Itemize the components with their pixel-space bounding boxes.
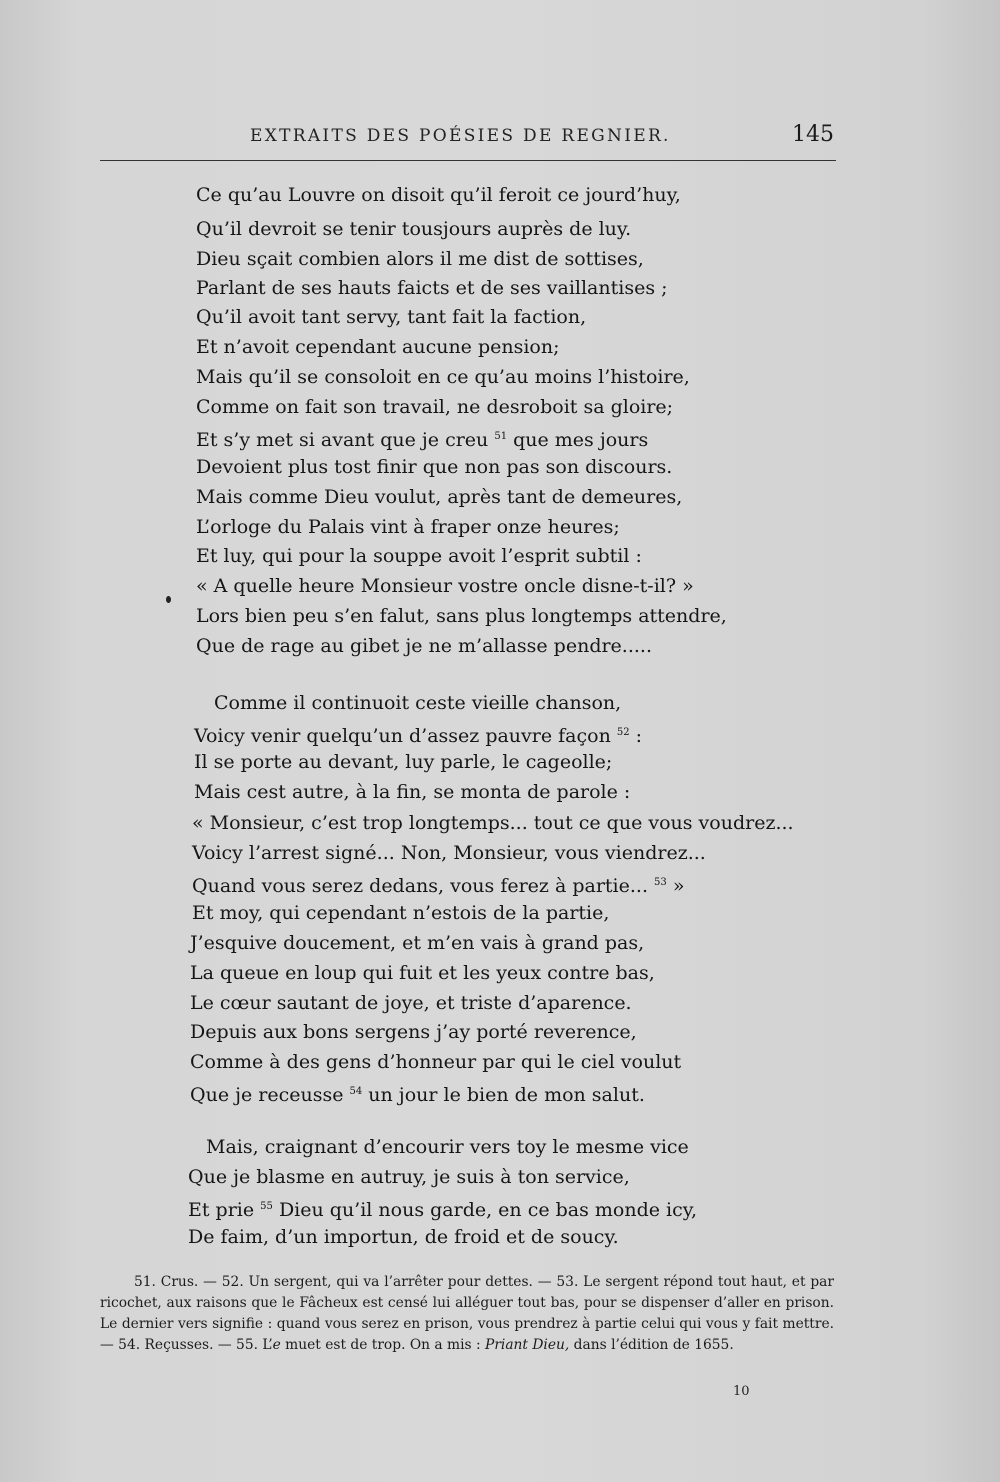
verse-text: que mes jours <box>513 429 649 451</box>
footnotes <box>100 1272 834 1356</box>
verse-line: Voicy l’arrest signé... Non, Monsieur, vous viendrez... <box>192 842 706 864</box>
verse-text: Que je receusse <box>190 1084 344 1106</box>
verse-line <box>192 868 684 901</box>
note-ref: 55 <box>260 1201 273 1212</box>
verse-text: Et prie <box>188 1199 255 1221</box>
verse-line: Et moy, qui cependant n’estois de la partie, <box>192 902 610 924</box>
footnote-text: muet est de trop. On a mis : <box>280 1337 486 1353</box>
verse-line: Qu’il devroit se tenir tousjours auprès de luy. <box>196 218 632 240</box>
verse-line <box>190 1077 645 1110</box>
ink-speck <box>166 596 171 603</box>
verse-line: Il se porte au devant, luy parle, le cageolle; <box>194 751 613 773</box>
verse-line: Et luy, qui pour la souppe avoit l’esprit subtil : <box>196 545 642 567</box>
verse-text: : <box>635 725 643 747</box>
verse-line: « A quelle heure Monsieur vostre oncle disne-t-il? » <box>196 575 694 597</box>
verse-line: L’orloge du Palais vint à fraper onze heures; <box>196 516 620 538</box>
footnote-text: dans l’édition de 1655. <box>569 1337 734 1353</box>
verse-line: Mais cest autre, à la fin, se monta de parole : <box>194 781 631 803</box>
verse-line: Devoient plus tost finir que non pas son discours. <box>196 456 673 478</box>
verse-line: Lors bien peu s’en falut, sans plus longtemps attendre, <box>196 605 727 627</box>
note-ref: 51 <box>494 431 508 442</box>
verse-text: Dieu qu’il nous garde, en ce bas monde icy, <box>278 1199 698 1221</box>
verse-line: « Monsieur, c’est trop longtemps... tout ce que vous voudrez... <box>192 812 794 834</box>
verse-line: Le cœur sautant de joye, et triste d’aparence. <box>190 992 632 1014</box>
verse-line: La queue en loup qui fuit et les yeux contre bas, <box>190 962 655 984</box>
running-title: EXTRAITS DES POÉSIES DE REGNIER. <box>250 126 671 146</box>
verse-line: Comme à des gens d’honneur par qui le ciel voulut <box>190 1051 682 1073</box>
verse-line <box>196 422 648 455</box>
verse-line: Dieu sçait combien alors il me dist de sottises, <box>196 248 644 270</box>
note-ref: 54 <box>349 1086 363 1097</box>
verse-line: Mais qu’il se consoloit en ce qu’au moins l’histoire, <box>196 366 690 388</box>
verse-line: Que je blasme en autruy, je suis à ton service, <box>188 1166 630 1188</box>
verse-text: » <box>672 875 685 897</box>
verse-line: De faim, d’un importun, de froid et de soucy. <box>188 1226 619 1248</box>
page-number: 145 <box>792 122 834 147</box>
verse-line: Comme il continuoit ceste vieille chanson, <box>214 692 622 714</box>
verse-line: Parlant de ses hauts faicts et de ses vaillantises ; <box>196 277 668 299</box>
verse-text: un jour le bien de mon salut. <box>368 1084 645 1106</box>
verse-line: Que de rage au gibet je ne m’allasse pendre..... <box>196 635 652 657</box>
footnote-paragraph <box>100 1272 834 1356</box>
verse-line: J’esquive doucement, et m’en vais à grand pas, <box>190 932 645 954</box>
page-header <box>100 118 840 158</box>
footnote-italic: Priant Dieu, <box>485 1337 570 1353</box>
verse-text: Voicy venir quelqu’un d’assez pauvre façon <box>194 725 611 747</box>
header-rule <box>100 160 836 161</box>
verse-line <box>188 1192 697 1225</box>
verse-line: Ce qu’au Louvre on disoit qu’il feroit ce jourd’huy, <box>196 184 681 206</box>
note-ref: 52 <box>616 727 630 738</box>
verse-line: Mais comme Dieu voulut, après tant de demeures, <box>196 486 683 508</box>
footnote-italic: e <box>272 1337 281 1353</box>
footnote-text: 51. Crus. — 52. Un sergent, qui va l’arrêter pour dettes. — 53. Le sergent répond tout haut, et par ricochet, aux raisons que le Fâcheux est censé lui alléguer tout bas, pour se dispenser d’aller en prison. Le dernier vers signifie : quand vous serez en prison, vous prendrez à partie celui qui vous y fait mettre. — 54. Reçusses. — 55. L’ <box>100 1274 834 1353</box>
verse-text: Et s’y met si avant que je creu <box>196 429 489 451</box>
verse-line: Qu’il avoit tant servy, tant fait la faction, <box>196 306 587 328</box>
note-ref: 53 <box>654 877 667 888</box>
verse-text: Quand vous serez dedans, vous ferez à partie... <box>192 875 648 897</box>
verse-line: Mais, craignant d’encourir vers toy le mesme vice <box>206 1136 689 1158</box>
verse-line: Comme on fait son travail, ne desroboit sa gloire; <box>196 396 674 418</box>
verse-line: Depuis aux bons sergens j’ay porté reverence, <box>190 1021 637 1043</box>
signature-mark: 10 <box>733 1384 750 1399</box>
verse-line: Et n’avoit cependant aucune pension; <box>196 336 560 358</box>
